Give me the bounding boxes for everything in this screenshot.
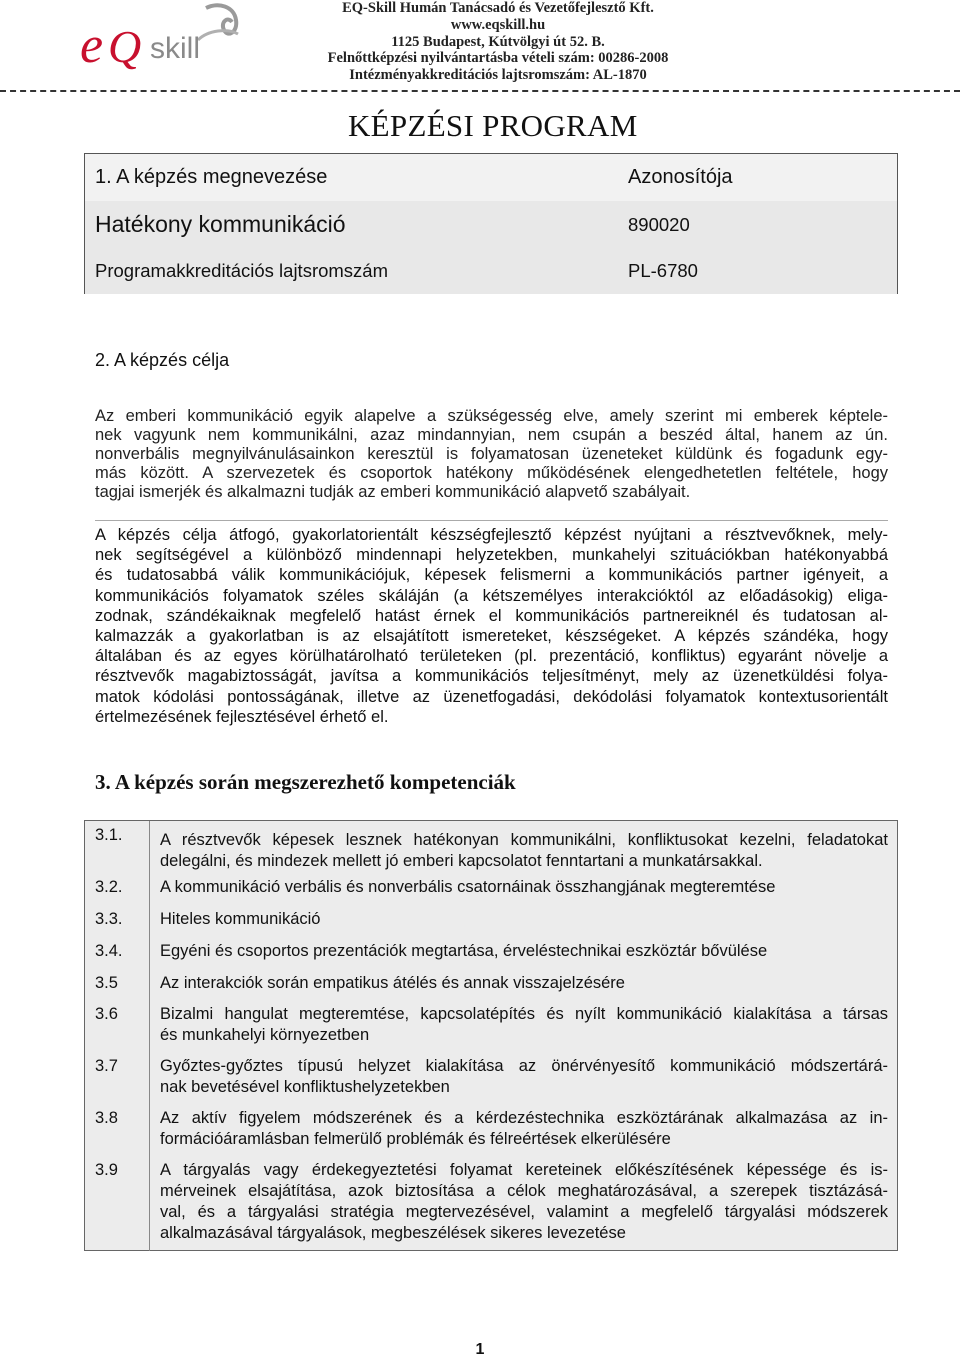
competency-line: val, és a tárgyalási stratégia megtervezésével, valamint a megfelelő tárgyalási módszerek	[160, 1203, 888, 1221]
competency-text	[160, 909, 888, 930]
header-divider	[0, 90, 960, 92]
competency-text	[160, 1108, 888, 1150]
competency-text	[160, 973, 888, 994]
competency-number: 3.2.	[95, 878, 123, 896]
competency-number: 3.3.	[95, 910, 123, 928]
competency-line: Hiteles kommunikáció	[160, 910, 321, 928]
paragraph-line: résztvevők magabiztosságát, javítsa a kommunikációs teljesítményt, mely az üzenetküldési folya-	[95, 667, 888, 686]
paragraph-line: nonverbális megnyilvánulásainkon keresztül is folyamatosan üzeneteket küldünk és fogadunk egy-	[95, 445, 888, 463]
competency-line: formációáramlásban felmerülő problémák és félreértések elkerülésére	[160, 1130, 671, 1148]
training-name: Hatékony kommunikáció	[95, 211, 346, 237]
svg-text:e: e	[80, 17, 104, 74]
company-logo	[78, 0, 278, 78]
competency-line: és munkahelyi környezetben	[160, 1026, 370, 1044]
competency-line: A résztvevők képesek lesznek hatékonyan kommunikálni, konfliktusokat kezelni, feladatokat	[160, 831, 888, 849]
paragraph-line: Az emberi kommunikáció egyik alapelve a szükségesség elve, amely szerint mi emberek képtele-	[95, 407, 888, 425]
competency-number: 3.4.	[95, 942, 123, 960]
competency-text	[160, 877, 888, 898]
paragraph-line: kalmazzák a gyakorlatban is az elsajátított ismereteket, készségeket. A képzés szándéka, hogy	[95, 627, 888, 646]
company-website[interactable]: www.eqskill.hu	[450, 16, 546, 33]
goal-paragraph-1	[95, 407, 888, 502]
competency-line: nak bevetésével konfliktushelyzetekben	[160, 1078, 450, 1096]
company-address: 1125 Budapest, Kútvölgyi út 52. B.	[391, 33, 605, 50]
paragraph-line: zodnak, szándékaiknak megfelelő hatást érnek el kommunikációs partnereiknél és tudatosan al-	[95, 606, 888, 625]
goal-paragraph-2	[95, 520, 888, 727]
competency-number: 3.9	[95, 1161, 118, 1179]
competency-line: delegálni, és mindezek mellett jó emberi kapcsolatot fenntartani a munkatársakkal.	[160, 852, 763, 870]
registration-number: Felnőttképzési nyilvántartásba vételi szám: 00286-2008	[327, 50, 669, 67]
competency-line: Bizalmi hangulat megteremtése, kapcsolatépítés és nyílt kommunikáció kialakítása a társas	[160, 1005, 888, 1023]
competency-number: 3.6	[95, 1005, 118, 1023]
competency-text	[160, 1056, 888, 1098]
competency-number: 3.5	[95, 974, 118, 992]
paragraph-line: A képzés célja átfogó, gyakorlatorientált készségfejlesztő képzést nyújtani a résztvevőknek, mely-	[95, 526, 888, 544]
competency-number: 3.1.	[95, 826, 123, 844]
svg-text:Q: Q	[108, 21, 142, 72]
paragraph-line: nek segítségével a különböző mindennapi helyzetekben, munkahelyi szituációkban hatékonyabbá	[95, 546, 888, 565]
paragraph-line: tagjai ismerjék és alkalmazni tudják az emberi kommunikáció alapvető szabályait.	[95, 483, 691, 501]
paragraph-line: kommunikációs folyamatok széles skáláján (a kétszemélyes interakcióktól az előadásokig) eliga-	[95, 586, 888, 605]
section3-heading: 3. A képzés során megszerezhető kompetenciák	[95, 770, 516, 794]
paragraph-line: általában és az egyes körülhatárolható területeken (pl. prezentáció, konfliktus) egyaránt növelje a	[95, 647, 888, 666]
competency-line: alkalmazásával tárgyalások, megbeszélések sikeres levezetése	[160, 1224, 626, 1242]
page-number: 1	[475, 1341, 485, 1358]
company-info	[278, 0, 718, 84]
paragraph-line: értelmezésének fejlesztésével érhető el.	[95, 707, 389, 726]
accreditation-label: Programakkreditációs lajtsromszám	[95, 260, 389, 281]
competency-text	[160, 830, 888, 872]
competency-line: Az interakciók során empatikus átélés és annak visszajelzésére	[160, 974, 625, 992]
identification-row-heading	[85, 154, 897, 201]
page-title: KÉPZÉSI PROGRAM	[348, 108, 638, 143]
column-divider	[149, 821, 150, 1251]
paragraph-line: nek vagyunk nem kommunikálni, azaz mindannyian, nem csupán a beszéd által, hanem az ún.	[95, 426, 888, 444]
competencies-table	[84, 820, 898, 1251]
competency-text	[160, 1160, 888, 1244]
accreditation-value: PL-6780	[628, 260, 698, 281]
competency-line: Győztes-győztes típusú helyzet kialakítása az önérvényesítő kommunikáció módszertárá-	[160, 1057, 888, 1075]
company-name: EQ-Skill Humán Tanácsadó és Vezetőfejlesztő Kft.	[342, 0, 654, 16]
training-identification-table	[84, 153, 898, 294]
id-label: Azonosítója	[628, 166, 733, 188]
competency-number: 3.8	[95, 1109, 118, 1127]
competency-line: A tárgyalás vagy érdekegyeztetési folyamat kereteinek előkészítésének képessége és is-	[160, 1161, 888, 1179]
training-id: 890020	[628, 213, 690, 235]
identification-row-name	[85, 201, 897, 248]
section1-heading: 1. A képzés megnevezése	[95, 166, 328, 188]
paragraph-line: és tudatosabbá válik kommunikációjuk, képesek felismerni a kommunikációs partner igényeit, a	[95, 566, 888, 585]
competency-text	[160, 941, 888, 962]
svg-text:skill: skill	[150, 32, 200, 65]
competency-line: Az aktív figyelem módszerének és a kérdezéstechnika eszköztárának alkalmazása az in-	[160, 1109, 888, 1127]
competency-line: mérveinek elsajátítása, azok biztosítása a célok meghatározásával, a szerepek tisztázásá-	[160, 1182, 888, 1200]
identification-row-accreditation	[85, 248, 897, 294]
competency-line: A kommunikáció verbális és nonverbális csatornáinak összhangjának megteremtése	[160, 878, 776, 896]
paragraph-line: matok kódolási pontosságának, illetve az üzenetfogadási, dekódolási folyamatok kontextusorientált	[95, 687, 888, 706]
section2-heading: 2. A képzés célja	[95, 350, 230, 370]
competency-line: Egyéni és csoportos prezentációk megtartása, érveléstechnikai eszköztár bővülése	[160, 942, 768, 960]
competency-text	[160, 1004, 888, 1046]
accreditation-number: Intézményakkreditációs lajtsromszám: AL-1870	[349, 67, 647, 84]
paragraph-line: más között. A szervezetek és csoportok hatékony működésének elengedhetetlen feltétele, hogy	[95, 464, 888, 482]
competency-number: 3.7	[95, 1057, 118, 1075]
